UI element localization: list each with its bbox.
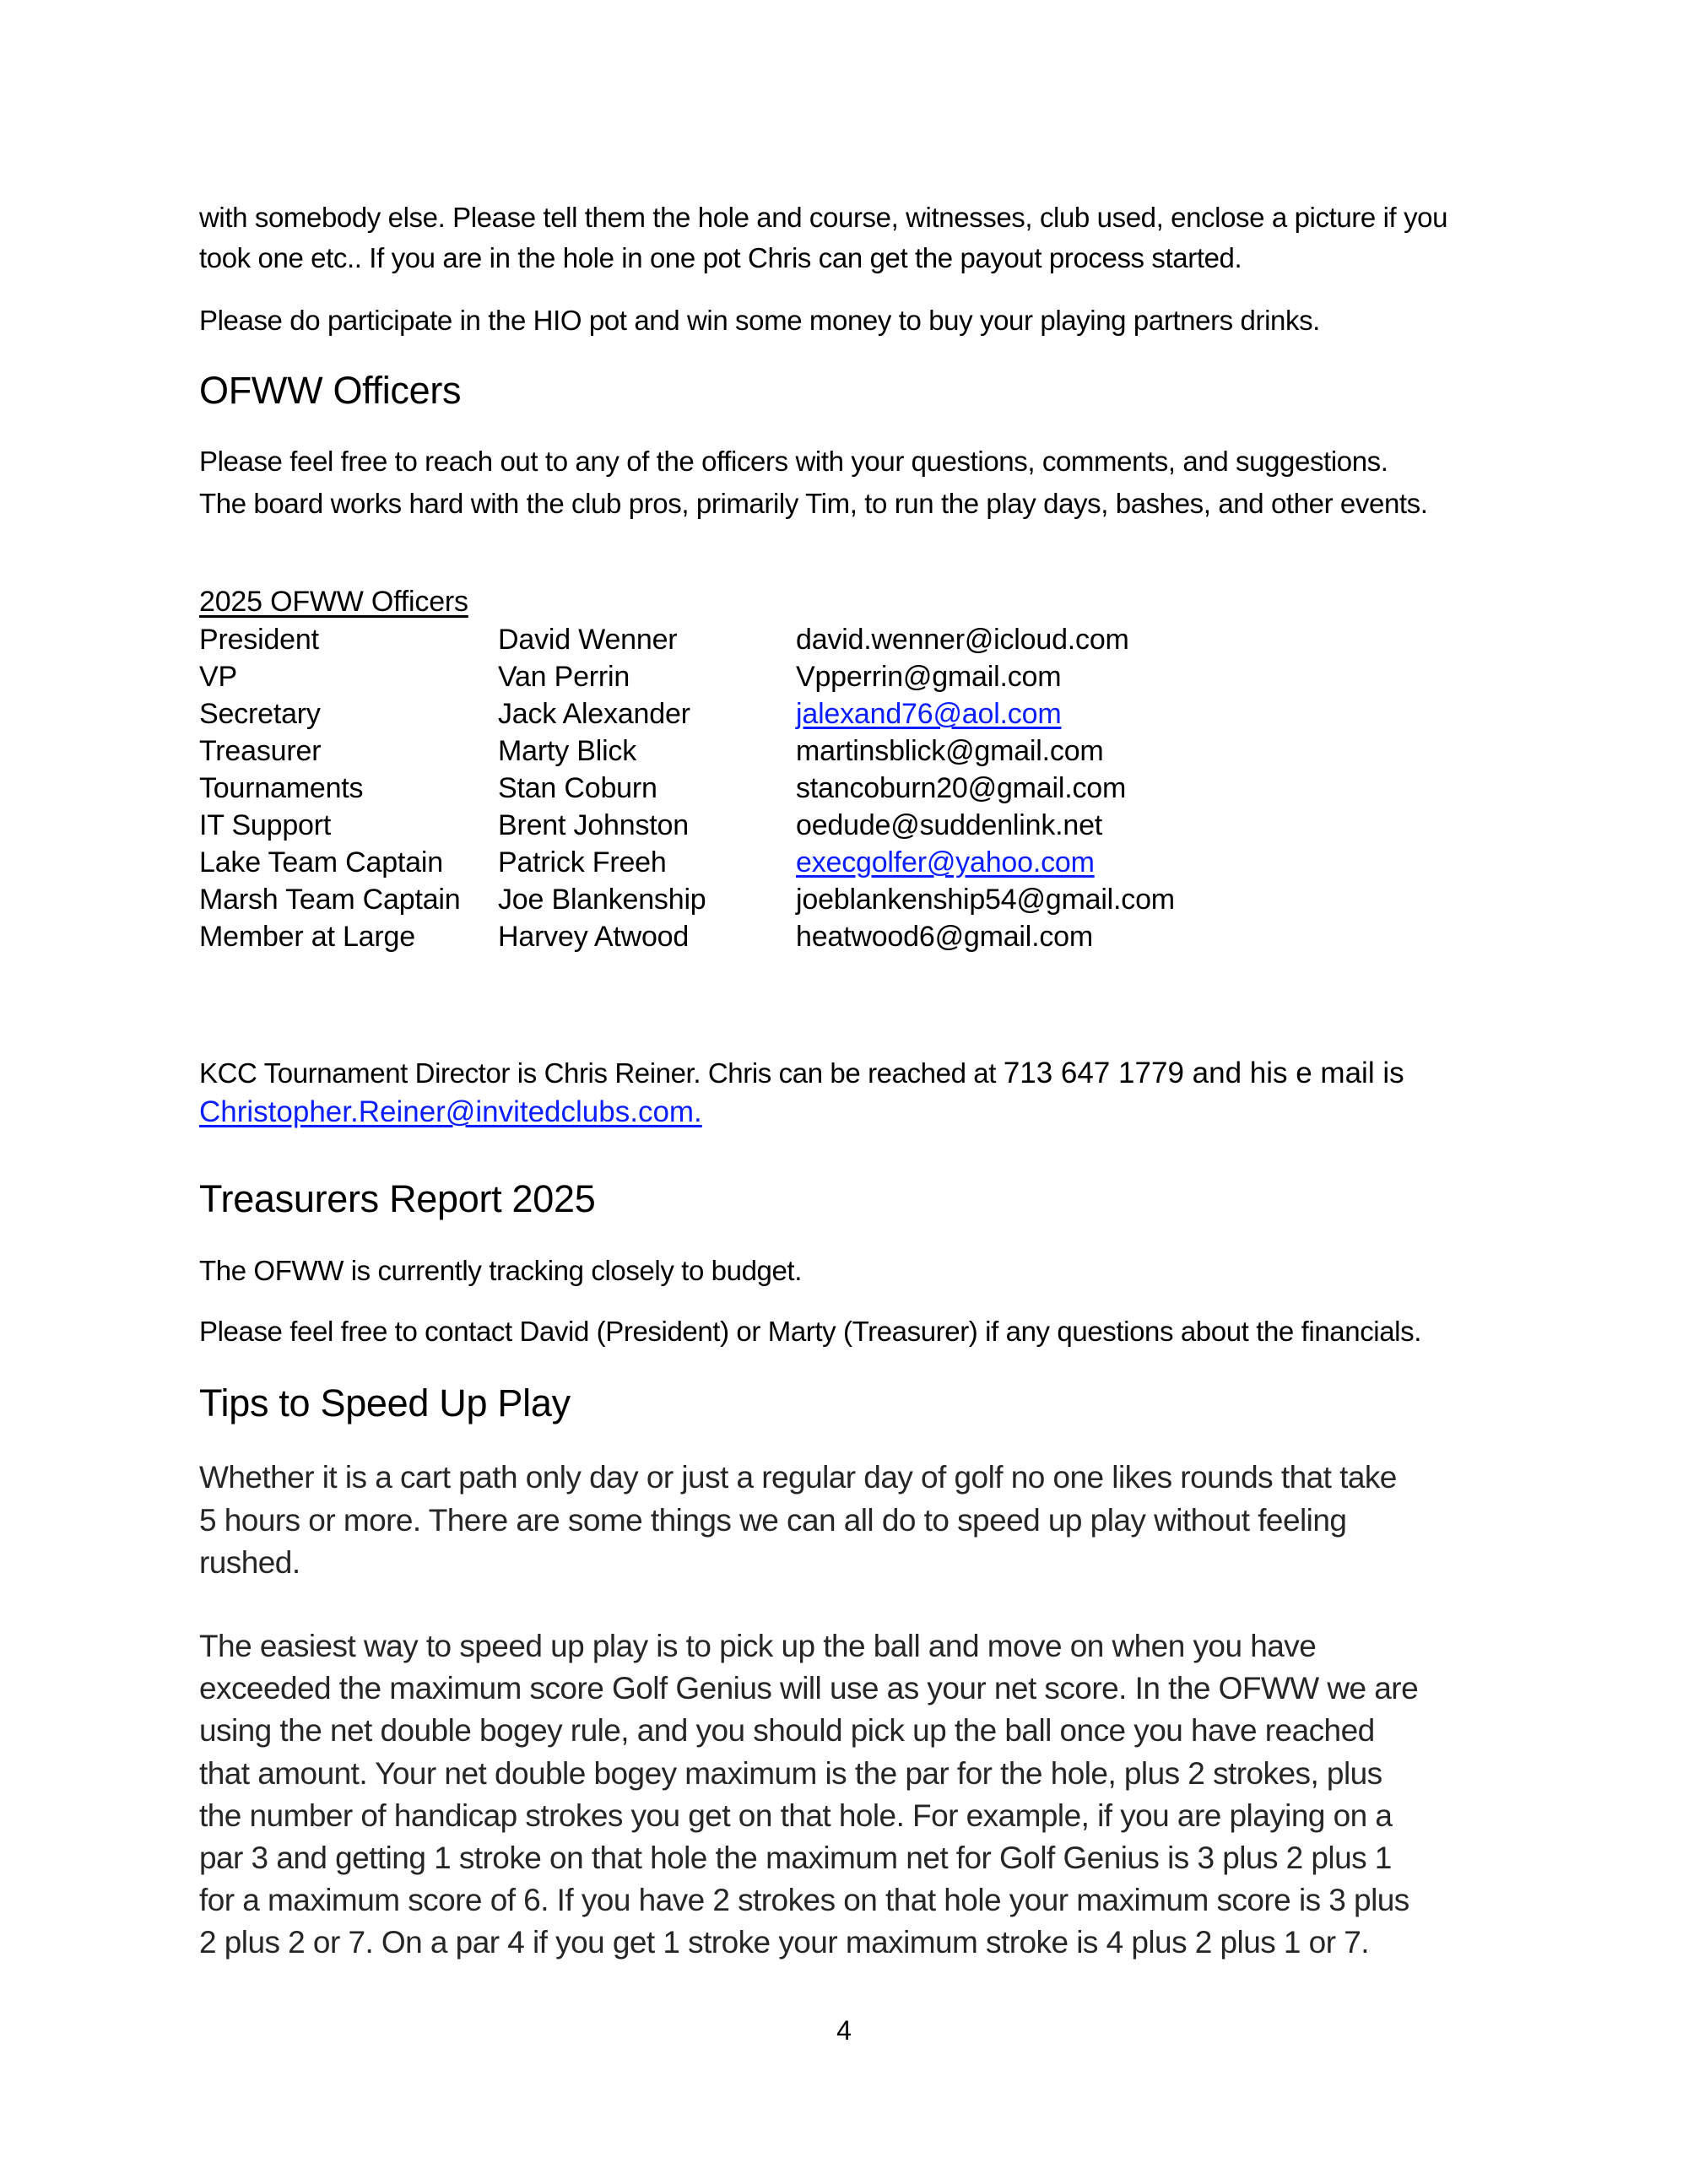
officer-email: joeblankenship54@gmail.com — [796, 884, 1175, 916]
officer-email: david.wenner@icloud.com — [796, 624, 1129, 656]
treasurer-text: The OFWW is currently tracking closely to budget. — [199, 1255, 802, 1286]
tips-line: for a maximum score of 6. If you have 2 strokes on that hole your maximum score is 3 plus — [199, 1883, 1409, 1918]
page-number: 4 — [836, 2015, 852, 2046]
officer-role: Marsh Team Captain — [199, 884, 461, 916]
officer-email: martinsblick@gmail.com — [796, 735, 1104, 767]
tips-line: par 3 and getting 1 stroke on that hole the maximum net for Golf Genius is 3 plus 2 plus 1 — [199, 1841, 1392, 1875]
tips-line: rushed. — [199, 1545, 300, 1580]
officer-role: President — [199, 624, 319, 656]
officer-email: oedude@suddenlink.net — [796, 809, 1103, 841]
officer-role: Treasurer — [199, 735, 322, 767]
officers-table-title: 2025 OFWW Officers — [199, 586, 468, 618]
officer-role: IT Support — [199, 809, 332, 841]
officer-name: Jack Alexander — [498, 698, 690, 730]
officer-name: Marty Blick — [498, 735, 637, 767]
officer-role: Member at Large — [199, 921, 415, 953]
tips-line: exceeded the maximum score Golf Genius will use as your net score. In the OFWW we are — [199, 1671, 1419, 1706]
officer-email-link[interactable]: execgolfer@yahoo.com — [796, 846, 1095, 878]
tips-line: 2 plus 2 or 7. On a par 4 if you get 1 stroke your maximum stroke is 4 plus 2 plus 1 or 7. — [199, 1925, 1369, 1960]
tips-line: using the net double bogey rule, and you should pick up the ball once you have reached — [199, 1713, 1375, 1749]
officer-name: Patrick Freeh — [498, 846, 667, 878]
officer-name: Brent Johnston — [498, 809, 689, 841]
officers-intro-line: The board works hard with the club pros, primarily Tim, to run the play days, bashes, and other events. — [199, 488, 1428, 519]
kcc-text-part1: KCC Tournament Director is Chris Reiner. Chris can be reached at — [199, 1057, 1004, 1089]
tips-line: Whether it is a cart path only day or just a regular day of golf no one likes rounds that take — [199, 1460, 1397, 1495]
tips-line: 5 hours or more. There are some things we can all do to speed up play without feeling — [199, 1502, 1347, 1538]
hio-paragraph-line: with somebody else. Please tell them the hole and course, witnesses, club used, enclose a picture if you — [199, 202, 1448, 233]
hio-participate-text: Please do participate in the HIO pot and win some money to buy your playing partners drinks. — [199, 305, 1320, 336]
officer-name: David Wenner — [498, 624, 678, 656]
officer-email: heatwood6@gmail.com — [796, 921, 1094, 953]
officer-role: Lake Team Captain — [199, 846, 443, 878]
kcc-email-link[interactable]: Christopher.Reiner@invitedclubs.com. — [199, 1095, 702, 1128]
officers-heading: OFWW Officers — [199, 369, 462, 412]
officer-name: Van Perrin — [498, 661, 630, 693]
officer-email-link[interactable]: jalexand76@aol.com — [796, 698, 1062, 730]
treasurer-contact-text: Please feel free to contact David (President) or Marty (Treasurer) if any questions about the financials. — [199, 1316, 1421, 1347]
kcc-text-part2: and his e mail is — [1183, 1057, 1404, 1089]
officer-name: Harvey Atwood — [498, 921, 690, 953]
tips-line: the number of handicap strokes you get on that hole. For example, if you are playing on a — [199, 1797, 1393, 1833]
officer-name: Stan Coburn — [498, 772, 657, 804]
hio-paragraph-line: took one etc.. If you are in the hole in one pot Chris can get the payout process started. — [199, 242, 1242, 273]
officer-role: Secretary — [199, 698, 321, 730]
tips-line: The easiest way to speed up play is to pick up the ball and move on when you have — [199, 1629, 1317, 1663]
officer-email: Vpperrin@gmail.com — [796, 661, 1062, 693]
officer-name: Joe Blankenship — [498, 884, 706, 916]
treasurer-heading: Treasurers Report 2025 — [199, 1177, 596, 1220]
kcc-phone: 713 647 1779 — [1003, 1057, 1184, 1089]
officers-intro-line: Please feel free to reach out to any of the officers with your questions, comments, and suggestions. — [199, 446, 1388, 477]
tips-heading: Tips to Speed Up Play — [199, 1381, 571, 1424]
tips-line: that amount. Your net double bogey maximum is the par for the hole, plus 2 strokes, plus — [199, 1755, 1382, 1791]
officer-role: Tournaments — [199, 772, 364, 804]
kcc-director-line — [199, 1057, 1404, 1090]
officer-email: stancoburn20@gmail.com — [796, 772, 1127, 804]
officer-role: VP — [199, 661, 237, 693]
